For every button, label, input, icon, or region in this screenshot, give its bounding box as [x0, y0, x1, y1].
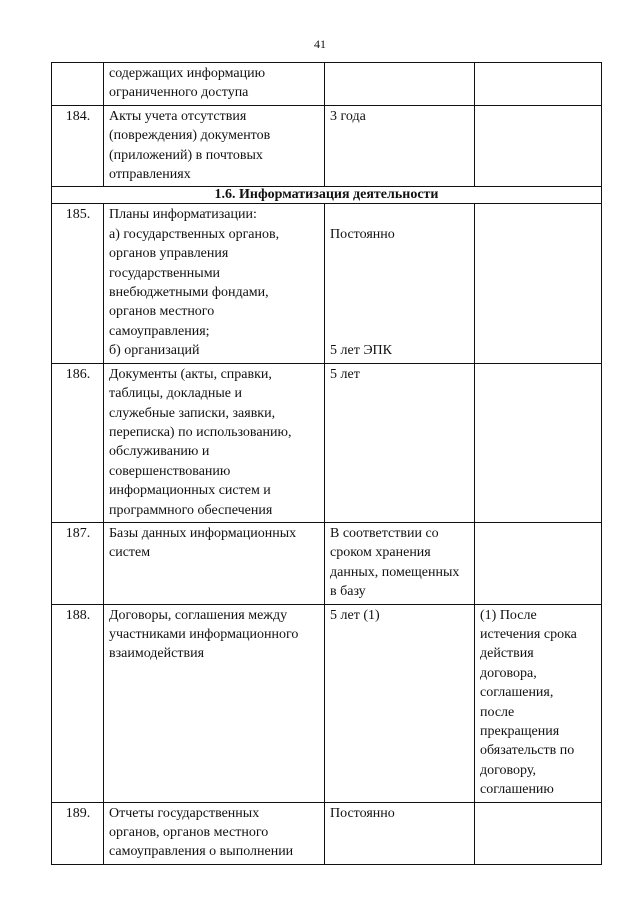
note-cell: [475, 604, 602, 802]
document-type-line: (повреждения) документов: [109, 128, 271, 144]
section-header-row: [52, 187, 602, 204]
retention-term-line: 5 лет ЭПК: [330, 343, 393, 359]
retention-term-cell: [325, 63, 475, 106]
retention-term-line: сроком хранения: [330, 545, 431, 561]
document-type-line: обслуживанию и: [109, 444, 210, 460]
document-type-line: Акты учета отсутствия: [109, 108, 247, 124]
document-type-line: ограниченного доступа: [109, 85, 249, 101]
document-type-line: таблицы, докладные и: [109, 386, 243, 402]
retention-term-line: Постоянно: [330, 805, 395, 821]
note-line: действия: [480, 646, 534, 662]
page-number: 41: [314, 37, 326, 51]
retention-term-cell: [325, 204, 475, 363]
document-type-line: органов управления: [109, 246, 229, 262]
note-cell: [475, 204, 602, 363]
document-type-line: (приложений) в почтовых: [109, 147, 263, 163]
document-type-line: информационных систем и: [109, 483, 271, 499]
document-type-cell: [104, 105, 325, 187]
document-type-cell: [104, 604, 325, 802]
note-line: договору,: [480, 762, 536, 778]
retention-term-line: данных, помещенных: [330, 564, 460, 580]
table-row: [52, 204, 602, 363]
retention-term-cell: [325, 604, 475, 802]
document-type-cell: [104, 522, 325, 604]
table-body-after-section: [52, 204, 602, 864]
article-number: 184.: [52, 105, 104, 187]
retention-term-line: [330, 264, 470, 283]
document-type-line: содержащих информацию: [109, 66, 266, 81]
document-type-cell: [104, 204, 325, 363]
document-type-line: систем: [109, 545, 151, 561]
retention-term-line: в базу: [330, 584, 366, 600]
note-line: прекращения: [480, 724, 560, 739]
document-type-line: Базы данных информационных: [109, 525, 297, 541]
document-type-line: служебные записки, заявки,: [109, 405, 276, 421]
retention-table: [51, 62, 602, 865]
retention-term-line: [330, 302, 470, 321]
note-cell: [475, 363, 602, 522]
document-type-line: самоуправления о выполнении: [109, 844, 294, 860]
document-type-line: переписка) по использованию,: [109, 424, 292, 440]
table-body-before-section: [52, 63, 602, 187]
article-number: 188.: [52, 604, 104, 802]
document-type-line: внебюджетными фондами,: [109, 285, 269, 301]
table-row: [52, 802, 602, 864]
retention-term-cell: [325, 363, 475, 522]
table-row: [52, 105, 602, 187]
note-cell: [475, 802, 602, 864]
document-type-line: участниками информационного: [109, 626, 299, 642]
retention-term-cell: [325, 105, 475, 187]
document-type-line: Планы информатизации:: [109, 207, 257, 223]
retention-term-line: 5 лет (1): [330, 607, 380, 623]
table-row: [52, 363, 602, 522]
retention-term-line: [330, 244, 470, 263]
retention-term-line: 5 лет: [330, 366, 360, 382]
document-type-line: отправлениях: [109, 167, 191, 183]
document-type-line: Документы (акты, справки,: [109, 366, 272, 382]
document-type-line: государственными: [109, 265, 221, 281]
article-number: 187.: [52, 522, 104, 604]
document-type-line: органов местного: [109, 304, 215, 320]
retention-term-line: [330, 205, 470, 224]
document-type-line: Отчеты государственных: [109, 805, 260, 821]
document-type-line: органов, органов местного: [109, 825, 269, 841]
article-number: 189.: [52, 802, 104, 864]
article-number: [52, 63, 104, 106]
document-type-line: программного обеспечения: [109, 502, 273, 518]
note-line: соглашению: [480, 782, 554, 798]
retention-term-line: Постоянно: [330, 226, 395, 242]
note-line: договора,: [480, 665, 537, 681]
note-line: соглашения,: [480, 685, 554, 701]
document-type-cell: [104, 63, 325, 106]
note-cell: [475, 63, 602, 106]
retention-term-cell: [325, 802, 475, 864]
section-title: 1.6. Информатизация деятельности: [52, 187, 602, 204]
retention-term-line: 3 года: [330, 108, 366, 124]
document-type-line: совершенствованию: [109, 463, 231, 479]
document-type-line: а) государственных органов,: [109, 226, 280, 242]
document-type-line: Договоры, соглашения между: [109, 607, 288, 623]
document-type-cell: [104, 363, 325, 522]
note-line: после: [480, 704, 515, 720]
table-row: [52, 522, 602, 604]
retention-term-line: В соответствии со: [330, 525, 439, 541]
retention-term-cell: [325, 522, 475, 604]
article-number: 185.: [52, 204, 104, 363]
note-line: (1) После: [480, 607, 537, 623]
document-type-line: самоуправления;: [109, 323, 210, 339]
note-cell: [475, 105, 602, 187]
document-type-line: взаимодействия: [109, 646, 205, 662]
retention-term-line: [330, 283, 470, 302]
note-line: истечения срока: [480, 626, 577, 642]
note-cell: [475, 522, 602, 604]
note-line: обязательств по: [480, 743, 575, 759]
table-row: [52, 63, 602, 106]
table-row: [52, 604, 602, 802]
article-number: 186.: [52, 363, 104, 522]
document-type-line: б) организаций: [109, 343, 200, 359]
document-type-cell: [104, 802, 325, 864]
retention-term-line: [330, 322, 470, 341]
section-header-group: [52, 187, 602, 204]
